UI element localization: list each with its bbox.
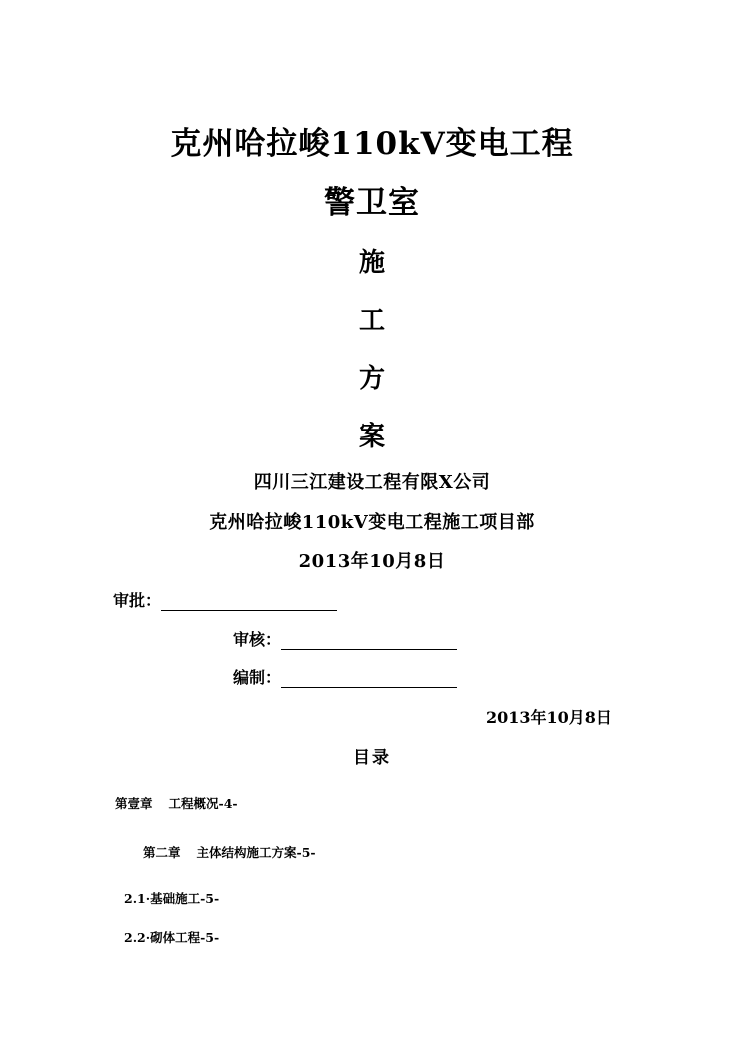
review-signature-line — [281, 631, 457, 650]
toc-item-chapter: 第壹章 — [115, 796, 153, 811]
toc-item-4[interactable] — [124, 928, 219, 946]
vertical-char-4: 案 — [358, 422, 385, 452]
toc-item-2[interactable] — [143, 843, 316, 861]
toc-item-text: 主体结构施工方案-5- — [196, 845, 316, 860]
toc-item-chapter: 2.1 — [124, 891, 146, 906]
toc-item-chapter: 第二章 — [143, 845, 181, 860]
review-label: 审核： — [233, 630, 282, 649]
cover-date: 2013年10月8日 — [298, 551, 446, 572]
approve-signature-line — [161, 592, 337, 611]
cover-title-line1: 克州哈拉峻110kV变电工程 — [170, 126, 574, 162]
cover-title-line2: 警卫室 — [324, 185, 420, 221]
vertical-char-2: 工 — [358, 306, 385, 336]
compile-signature-line — [281, 669, 457, 688]
approve-row — [113, 588, 337, 611]
approve-label: 审批： — [113, 591, 162, 610]
toc-item-text: ·砌体工程-5- — [145, 930, 220, 945]
compile-label: 编制： — [233, 668, 282, 687]
review-row — [233, 627, 457, 650]
toc-item-text: ·基础施工-5- — [145, 891, 220, 906]
project-department: 克州哈拉峻110kV变电工程施工项目部 — [209, 512, 535, 533]
company-name: 四川三江建设工程有限X公司 — [253, 472, 491, 493]
document-date: 2013年10月8日 — [486, 708, 612, 727]
toc-item-3[interactable] — [124, 889, 219, 907]
toc-title: 目录 — [353, 748, 391, 768]
vertical-char-1: 施 — [358, 248, 385, 278]
toc-item-chapter: 2.2 — [124, 930, 146, 945]
compile-row — [233, 665, 457, 688]
toc-item-text: 工程概况-4- — [168, 796, 238, 811]
vertical-char-3: 方 — [358, 364, 385, 394]
toc-item-1[interactable] — [115, 794, 238, 812]
